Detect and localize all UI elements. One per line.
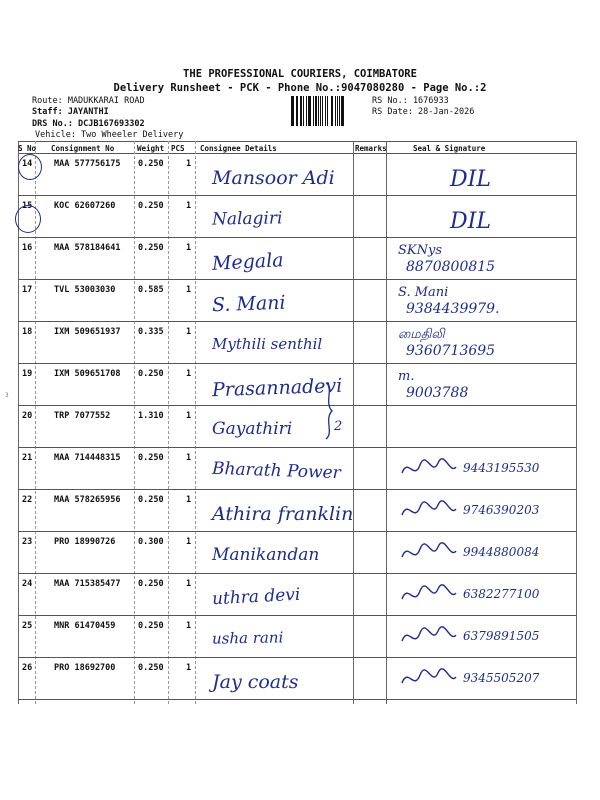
row-signature-note: 9345505207 <box>463 671 540 685</box>
delivery-table <box>18 141 576 704</box>
row-consignee-name: Prasannadevi <box>211 374 343 402</box>
row-serial-number: 25 <box>22 621 33 631</box>
table-header-border <box>18 153 576 154</box>
row-pcs: 1 <box>186 369 192 379</box>
rs-number: RS No.: 1676933 <box>372 96 449 106</box>
row-consignee-name: Bharath Power <box>211 458 342 484</box>
row-signature: SKNys <box>398 243 443 258</box>
row-consignee-name: Nalagiri <box>211 208 283 230</box>
col-header-weight: Weight <box>137 144 165 153</box>
row-serial-number: 23 <box>22 537 33 547</box>
row-consignee-name: Mansoor Adi <box>212 167 335 189</box>
vehicle-label: Vehicle: Two Wheeler Delivery <box>35 130 184 140</box>
row-weight: 0.250 <box>138 621 164 631</box>
row-signature-note: 9443195530 <box>463 461 540 475</box>
row-divider <box>18 363 576 364</box>
row-divider <box>18 699 576 700</box>
row-serial-number: 26 <box>22 663 33 673</box>
row-weight: 0.250 <box>138 663 164 673</box>
row-pcs: 1 <box>186 201 192 211</box>
signature-scribble <box>398 455 458 483</box>
row-consignee-name: uthra devi <box>211 584 301 610</box>
row-consignee-name: S. Mani <box>211 291 286 317</box>
signature-scribble <box>398 497 458 525</box>
row-divider <box>18 195 576 196</box>
row-pcs: 1 <box>186 579 192 589</box>
row-signature: DIL <box>450 209 491 234</box>
row-signature-note: 9746390203 <box>463 503 540 517</box>
row-signature-note: 6382277100 <box>463 587 540 601</box>
row-serial-number: 19 <box>22 369 33 379</box>
row-consignment-number: MAA 715385477 <box>54 579 121 589</box>
col-header-sno: S No <box>18 144 37 153</box>
brace-mark <box>322 381 336 441</box>
row-consignment-number: MAA 578265956 <box>54 495 121 505</box>
row-consignee-name: Athira franklin <box>212 503 354 525</box>
row-weight: 0.250 <box>138 369 164 379</box>
row-consignment-number: IXM 509651937 <box>54 327 121 337</box>
row-divider <box>18 573 576 574</box>
row-signature: S. Mani <box>398 285 449 300</box>
row-divider <box>18 489 576 490</box>
row-weight: 0.585 <box>138 285 164 295</box>
row-divider <box>18 447 576 448</box>
rs-date: RS Date: 28-Jan-2026 <box>372 107 475 117</box>
page-margin-mark: 3 <box>5 392 9 399</box>
column-divider <box>353 141 354 704</box>
row-signature: m. <box>398 369 415 384</box>
col-header-remarks: Remarks <box>355 144 387 153</box>
row-weight: 0.250 <box>138 201 164 211</box>
row-consignment-number: MAA 714448315 <box>54 453 121 463</box>
row-serial-number: 22 <box>22 495 33 505</box>
row-serial-number: 15 <box>22 201 33 211</box>
row-pcs: 1 <box>186 495 192 505</box>
row-divider <box>18 321 576 322</box>
row-pcs: 1 <box>186 285 192 295</box>
row-consignment-number: MNR 61470459 <box>54 621 116 631</box>
row-signature-note: 9384439979. <box>406 301 500 317</box>
row-consignment-number: PRO 18692700 <box>54 663 116 673</box>
col-header-consignment: Consignment No <box>51 144 115 153</box>
row-signature-note: 9003788 <box>406 385 469 401</box>
barcode <box>291 96 369 126</box>
row-weight: 0.250 <box>138 243 164 253</box>
runsheet-subtitle: Delivery Runsheet - PCK - Phone No.:9047080280 - Page No.:2 <box>113 82 487 94</box>
row-signature: மைதிலி <box>398 327 445 342</box>
row-consignment-number: MAA 578184641 <box>54 243 121 253</box>
row-pcs: 1 <box>186 621 192 631</box>
row-signature-note: 9360713695 <box>406 343 496 359</box>
table-top-border <box>18 141 576 142</box>
row-serial-number: 21 <box>22 453 33 463</box>
row-consignee-name: Megala <box>211 249 285 275</box>
row-weight: 0.250 <box>138 159 164 169</box>
column-divider <box>576 141 577 704</box>
col-header-pcs: PCS <box>171 144 185 153</box>
row-consignment-number: IXM 509651708 <box>54 369 121 379</box>
row-serial-number: 14 <box>22 159 33 169</box>
row-consignment-number: MAA 577756175 <box>54 159 121 169</box>
row-consignment-number: TRP 7077552 <box>54 411 111 421</box>
row-signature-note: 9944880084 <box>463 545 540 559</box>
row-serial-number: 20 <box>22 411 33 421</box>
row-consignment-number: PRO 18990726 <box>54 537 116 547</box>
row-weight: 0.250 <box>138 495 164 505</box>
row-consignee-name: Mythili senthil <box>212 335 323 353</box>
row-consignee-name: Jay coats <box>212 671 299 693</box>
row-weight: 0.250 <box>138 453 164 463</box>
column-divider <box>195 141 196 704</box>
row-pcs: 1 <box>186 411 192 421</box>
row-divider <box>18 279 576 280</box>
row-pcs: 1 <box>186 453 192 463</box>
column-divider <box>386 141 387 704</box>
row-consignee-name: usha rani <box>211 628 284 648</box>
row-divider <box>18 657 576 658</box>
row-serial-number: 24 <box>22 579 33 589</box>
row-signature: DIL <box>450 167 491 192</box>
row-consignment-number: KOC 62607260 <box>54 201 116 211</box>
staff-label: Staff: JAYANTHI <box>32 107 109 117</box>
route-label: Route: MADUKKARAI ROAD <box>32 96 145 106</box>
row-divider <box>18 405 576 406</box>
row-signature-note: 2 <box>334 419 343 434</box>
col-header-signature: Seal & Signature <box>413 144 486 153</box>
row-consignment-number: TVL 53003030 <box>54 285 116 295</box>
row-divider <box>18 615 576 616</box>
signature-scribble <box>398 539 458 567</box>
row-serial-number: 16 <box>22 243 33 253</box>
row-consignee-name: Gayathiri <box>212 419 293 439</box>
row-weight: 1.310 <box>138 411 164 421</box>
hand-drawn-circle <box>15 205 41 233</box>
row-pcs: 1 <box>186 243 192 253</box>
row-consignee-name: Manikandan <box>212 545 320 565</box>
row-weight: 0.250 <box>138 579 164 589</box>
drs-label: DRS No.: DCJB167693302 <box>32 119 145 129</box>
row-pcs: 1 <box>186 327 192 337</box>
hand-drawn-circle <box>18 154 42 180</box>
signature-scribble <box>398 665 458 693</box>
row-pcs: 1 <box>186 537 192 547</box>
row-signature-note: 8870800815 <box>406 259 496 275</box>
signature-scribble <box>398 581 458 609</box>
row-pcs: 1 <box>186 159 192 169</box>
row-divider <box>18 237 576 238</box>
row-signature-note: 6379891505 <box>463 629 540 643</box>
row-serial-number: 17 <box>22 285 33 295</box>
column-divider <box>168 141 169 704</box>
col-header-consignee: Consignee Details <box>200 144 277 153</box>
signature-scribble <box>398 623 458 651</box>
row-weight: 0.300 <box>138 537 164 547</box>
row-pcs: 1 <box>186 663 192 673</box>
runsheet-title: THE PROFESSIONAL COURIERS, COIMBATORE <box>183 68 417 80</box>
row-serial-number: 18 <box>22 327 33 337</box>
row-divider <box>18 531 576 532</box>
column-divider <box>134 141 135 704</box>
row-weight: 0.335 <box>138 327 164 337</box>
